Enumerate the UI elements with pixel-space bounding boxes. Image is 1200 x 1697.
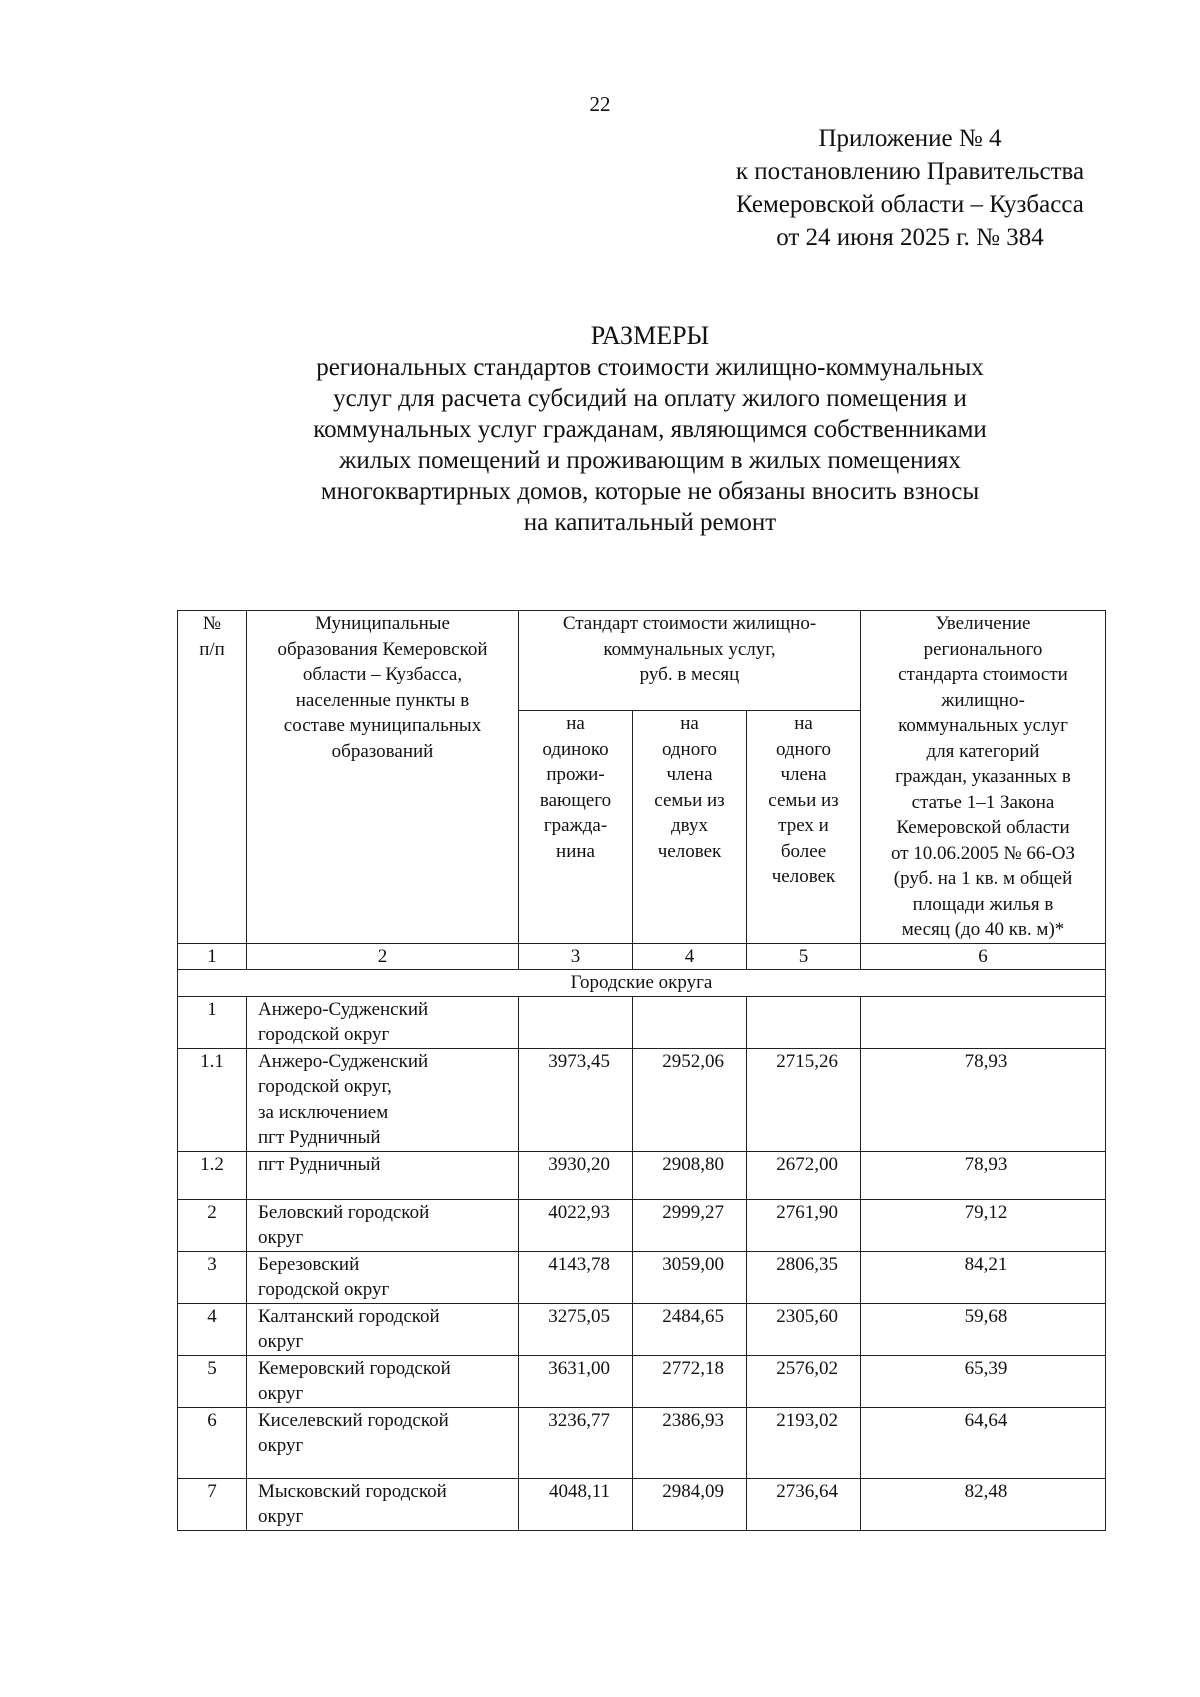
row-value-three: 2305,60	[747, 1303, 861, 1355]
header-two: на одного члена семьи из двух человек	[633, 711, 747, 943]
column-number: 2	[247, 943, 519, 970]
table-row	[178, 1151, 1106, 1199]
appendix-block	[700, 122, 1120, 254]
row-value-three	[747, 996, 861, 1048]
row-name: Анжеро-Судженский городской округ	[247, 996, 519, 1048]
section-row	[178, 970, 1106, 997]
row-number: 4	[178, 1303, 247, 1355]
table-row	[178, 1478, 1106, 1530]
row-number: 1.2	[178, 1151, 247, 1199]
row-name: Кемеровский городской округ	[247, 1355, 519, 1407]
row-value-single: 3236,77	[519, 1407, 633, 1478]
row-value-single: 3275,05	[519, 1303, 633, 1355]
row-number: 2	[178, 1199, 247, 1251]
row-name: Киселевский городской округ	[247, 1407, 519, 1478]
header-single: на одиноко прожи- вающего гражда- нина	[519, 711, 633, 943]
header-three: на одного члена семьи из трех и более человек	[747, 711, 861, 943]
column-number: 6	[861, 943, 1106, 970]
row-value-single: 3930,20	[519, 1151, 633, 1199]
row-number: 1	[178, 996, 247, 1048]
row-value-two: 2952,06	[633, 1048, 747, 1151]
column-number: 5	[747, 943, 861, 970]
row-value-two: 2908,80	[633, 1151, 747, 1199]
subtitle-line: многоквартирных домов, которые не обязаны вносить взносы	[320, 478, 980, 505]
row-value-single: 3973,45	[519, 1048, 633, 1151]
row-value-increase: 84,21	[861, 1251, 1106, 1303]
row-value-three: 2761,90	[747, 1199, 861, 1251]
row-value-increase: 64,64	[861, 1407, 1106, 1478]
row-value-increase: 79,12	[861, 1199, 1106, 1251]
row-name: пгт Рудничный	[247, 1151, 519, 1199]
table-row	[178, 1355, 1106, 1407]
row-value-three: 2806,35	[747, 1251, 861, 1303]
row-value-increase: 59,68	[861, 1303, 1106, 1355]
column-number-row	[178, 943, 1106, 970]
appendix-line: от 24 июня 2025 г. № 384	[776, 224, 1044, 251]
row-value-two: 2386,93	[633, 1407, 747, 1478]
row-value-single: 3631,00	[519, 1355, 633, 1407]
column-number: 4	[633, 943, 747, 970]
row-value-three: 2193,02	[747, 1407, 861, 1478]
row-value-single	[519, 996, 633, 1048]
table-row	[178, 1251, 1106, 1303]
subtitle-line: услуг для расчета субсидий на оплату жилого помещения и	[333, 385, 967, 412]
row-name: Беловский городской округ	[247, 1199, 519, 1251]
standards-table	[177, 610, 1106, 1531]
row-value-increase	[861, 996, 1106, 1048]
row-value-increase: 82,48	[861, 1478, 1106, 1530]
appendix-line: к постановлению Правительства	[735, 158, 1085, 185]
row-number: 5	[178, 1355, 247, 1407]
subtitle-line: жилых помещений и проживающим в жилых помещениях	[339, 447, 961, 474]
header-number: № п/п	[178, 611, 247, 944]
row-value-two: 2984,09	[633, 1478, 747, 1530]
subtitle-line: на капитальный ремонт	[523, 509, 777, 536]
document-subtitle	[200, 352, 1100, 538]
header-municipality: Муниципальные образования Кемеровской области – Кузбасса, населенные пункты в составе муниципальных образований	[247, 611, 519, 944]
table-row	[178, 1303, 1106, 1355]
section-title: Городские округа	[178, 970, 1106, 997]
header-standard: Стандарт стоимости жилищно- коммунальных услуг, руб. в месяц	[519, 611, 861, 711]
row-value-increase: 78,93	[861, 1048, 1106, 1151]
column-number: 3	[519, 943, 633, 970]
row-value-three: 2672,00	[747, 1151, 861, 1199]
row-value-single: 4048,11	[519, 1478, 633, 1530]
row-value-increase: 65,39	[861, 1355, 1106, 1407]
row-name: Мысковский городской округ	[247, 1478, 519, 1530]
subtitle-line: коммунальных услуг гражданам, являющимся собственниками	[313, 416, 987, 443]
header-increase: Увеличение регионального стандарта стоимости жилищно- коммунальных услуг для категорий граждан, указанных в статье 1–1 Закона Кемеровской области от 10.06.2005 № 66-ОЗ (руб. на 1 кв. м общей площади жилья в месяц (до 40 кв. м)*	[861, 611, 1106, 944]
appendix-line: Кемеровской области – Кузбасса	[736, 191, 1084, 218]
table-row	[178, 1048, 1106, 1151]
row-number: 1.1	[178, 1048, 247, 1151]
row-value-three: 2576,02	[747, 1355, 861, 1407]
row-value-three: 2715,26	[747, 1048, 861, 1151]
column-number: 1	[178, 943, 247, 970]
row-value-increase: 78,93	[861, 1151, 1106, 1199]
appendix-line: Приложение № 4	[818, 125, 1002, 152]
row-value-three: 2736,64	[747, 1478, 861, 1530]
row-name: Калтанский городской округ	[247, 1303, 519, 1355]
row-number: 3	[178, 1251, 247, 1303]
row-value-two: 2772,18	[633, 1355, 747, 1407]
table-row	[178, 1407, 1106, 1478]
table-row	[178, 996, 1106, 1048]
row-number: 7	[178, 1478, 247, 1530]
row-value-two: 2484,65	[633, 1303, 747, 1355]
row-value-single: 4022,93	[519, 1199, 633, 1251]
row-value-single: 4143,78	[519, 1251, 633, 1303]
table-row	[178, 1199, 1106, 1251]
page-number: 22	[589, 92, 611, 116]
document-title: РАЗМЕРЫ	[590, 321, 710, 350]
row-value-two	[633, 996, 747, 1048]
row-number: 6	[178, 1407, 247, 1478]
row-value-two: 3059,00	[633, 1251, 747, 1303]
row-name: Березовский городской округ	[247, 1251, 519, 1303]
row-value-two: 2999,27	[633, 1199, 747, 1251]
subtitle-line: региональных стандартов стоимости жилищно-коммунальных	[316, 354, 984, 381]
row-name: Анжеро-Судженский городской округ, за исключением пгт Рудничный	[247, 1048, 519, 1151]
